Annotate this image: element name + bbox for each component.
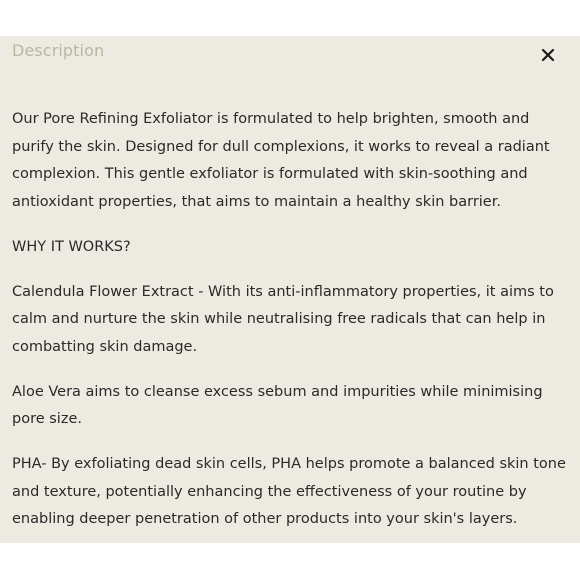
close-icon[interactable] bbox=[540, 47, 556, 63]
pha-paragraph: PHA- By exfoliating dead skin cells, PHA helps promote a balanced skin tone and texture, potentially enhancing the effectiveness of your routine by enabling deeper penetration of other products into your skin's layers. bbox=[12, 456, 566, 527]
why-it-works-heading: WHY IT WORKS? bbox=[12, 238, 131, 255]
panel-title: Description bbox=[12, 41, 105, 60]
description-content bbox=[12, 106, 568, 551]
aloe-vera-paragraph: Aloe Vera aims to cleanse excess sebum and impurities while minimising pore size. bbox=[12, 383, 543, 427]
description-panel bbox=[0, 36, 580, 543]
intro-paragraph: Our Pore Refining Exfoliator is formulated to help brighten, smooth and purify the skin. Designed for dull complexions, it works to reveal a radiant complexion. This gentle exfoliator is formulated with skin-soothing and antioxidant properties, that aims to maintain a healthy skin barrier. bbox=[12, 111, 550, 210]
calendula-paragraph: Calendula Flower Extract - With its anti-inflammatory properties, it aims to calm and nurture the skin while neutralising free radicals that can help in combatting skin damage. bbox=[12, 283, 554, 355]
panel-header bbox=[12, 41, 568, 65]
